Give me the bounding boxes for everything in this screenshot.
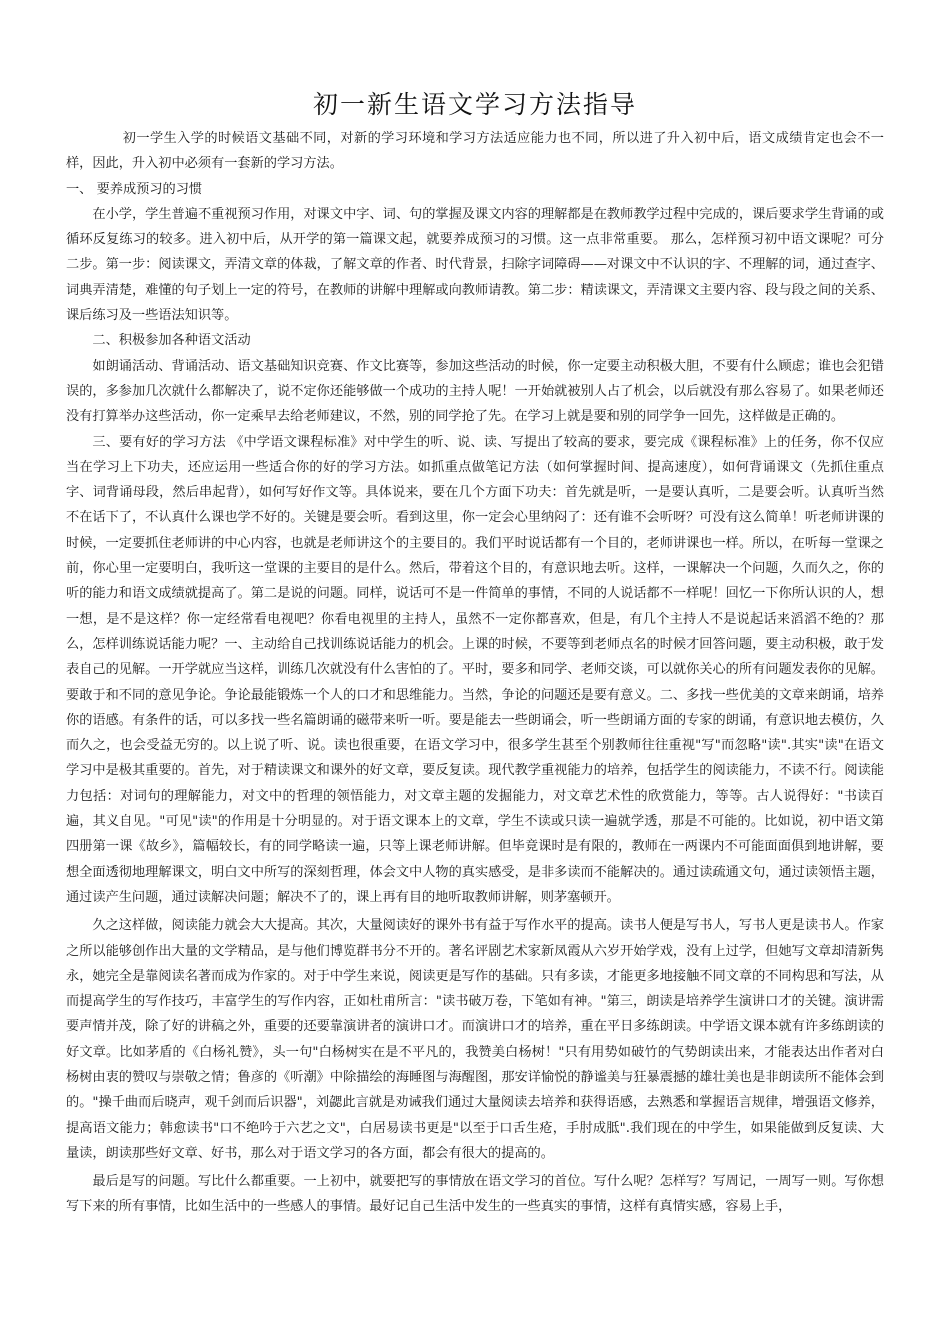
document-body	[66, 126, 884, 1220]
section-1-paragraph: 在小学，学生普遍不重视预习作用，对课文中字、词、句的掌握及课文内容的理解都是在教师教学过程中完成的，课后要求学生背诵的或循环反复练习的较多。进入初中后，从开学的第一篇课文起，就要养成预习的习惯。这一点非常重要。 那么，怎样预习初中语文课呢？可分二步。第一步：阅读课文，弄清文章的体裁，了解文章的作者、时代背景，扫除字词障碍——对课文中不认识的字、不理解的词，通过查字、词典弄清楚，难懂的句子划上一定的符号，在教师的讲解中理解或向教师请教。第二步：精读课文，弄清课文主要内容、段与段之间的关系、课后练习及一些语法知识等。	[66, 206, 884, 324]
section-3-paragraph: 三、要有好的学习方法 《中学语文课程标准》对中学生的听、说、读、写提出了较高的要求，要完成《课程标准》上的任务，你不仅应当在学习上下功夫，还应运用一些适合你的好的学习方法。如抓重点做笔记方法（如何掌握时间、提高速度），如何背诵课文（先抓住重点字、词背诵母段，然后串起背），如何写好作文等。具体说来，要在几个方面下功夫：首先就是听，一是要认真听，二是要会听。认真听当然不在话下了，不认真什么课也学不好的。关键是要会听。看到这里，你一定会心里纳闷了：还有谁不会听呀？可没有这么简单！听老师讲课的时候，一定要抓住老师讲的中心内容，也就是老师讲这个的主要目的。我们平时说话都有一个目的，老师讲课也一样。所以，在听每一堂课之前，你心里一定要明白，我听这一堂课的主要目的是什么。然后，带着这个目的，有意识地去听。这样，一课解决一个问题，久而久之，你的听的能力和语文成绩就提高了。第二是说的问题。同样，说话可不是一件简单的事情，不同的人说话都不一样呢！回忆一下你所认识的人，想一想，是不是这样？你一定经常看电视吧？你看电视里的主持人，虽然不一定你都喜欢，但是，有几个主持人不是说起话来滔滔不绝的？那么，怎样训练说话能力呢？一、主动给自己找训练说话能力的机会。上课的时候，不要等到老师点名的时候才回答问题，要主动积极，敢于发表自己的见解。一开学就应当这样，训练几次就没有什么害怕的了。平时，要多和同学、老师交谈，可以就你关心的所有问题发表你的见解。要敢于和不同的意见争论。争论最能锻炼一个人的口才和思维能力。当然，争论的问题还是要有意义。二、多找一些优美的文章来朗诵，培养你的语感。有条件的话，可以多找一些名篇朗诵的磁带来听一听。要是能去一些朗诵会，听一些朗诵方面的专家的朗诵，有意识地去模仿，久而久之，也会受益无穷的。以上说了听、说。读也很重要，在语文学习中，很多学生甚至个别教师往往重视"写"而忽略"读".其实"读"在语文学习中是极其重要的。首先，对于精读课文和课外的好文章，要反复读。现代教学重视能力的培养，包括学生的阅读能力，不读不行。阅读能力包括：对词句的理解能力，对文中的哲理的领悟能力，对文章主题的发掘能力，对文章艺术性的欣赏能力，等等。古人说得好："书读百遍，其义自见。"可见"读"的作用是十分明显的。对于语文课本上的文章，学生不读或只读一遍就学透，那是不可能的。比如说，初中语文第四册第一课《故乡》，篇幅较长，有的同学略读一遍，只等上课老师讲解。但毕竟课时是有限的，教师在一两课内不可能面面俱到地讲解，要想全面透彻地理解课文，明白文中所写的深刻哲理，体会文中人物的真实感受，是非多读而不能解决的。通过读疏通文句，通过读领悟主题，通过读产生问题，通过读解决问题；解决不了的，课上再有目的地听取教师讲解，则茅塞顿开。	[66, 434, 884, 905]
section-heading-2: 二、积极参加各种语文活动	[92, 333, 251, 349]
reading-paragraph: 久之这样做，阅读能力就会大大提高。其次，大量阅读好的课外书有益于写作水平的提高。读书人便是写书人，写书人更是读书人。作家之所以能够创作出大量的文学精品，是与他们博览群书分不开的。著名评剧艺术家新凤霞从六岁开始学戏，没有上过学，但她写文章却清新隽永，她完全是靠阅读名著而成为作家的。对于中学生来说，阅读更是写作的基础。只有多读，才能更多地接触不同文章的不同构思和写法，从而提高学生的写作技巧，丰富学生的写作内容，正如杜甫所言："读书破万卷，下笔如有神。"第三，朗读是培养学生演讲口才的关键。演讲需要声情并茂，除了好的讲稿之外，重要的还要靠演讲者的演讲口才。而演讲口才的培养，重在平日多练朗读。中学语文课本就有许多练朗读的好文章。比如茅盾的《白杨礼赞》，头一句"白杨树实在是不平凡的，我赞美白杨树！"只有用势如破竹的气势朗读出来，才能表达出作者对白杨树由衷的赞叹与崇敬之情；鲁彦的《听潮》中除描绘的海睡图与海醒图，那安详愉悦的静谧美与狂暴震撼的雄壮美也是非朗读所不能体会到的。"操千曲而后晓声，观千剑而后识器"，刘勰此言就是劝诫我们通过大量阅读去培养和获得语感，去熟悉和掌握语言规律，增强语文修养，提高语文能力；韩愈读书"口不绝吟于六艺之文"，白居易读书更是"以至于口舌生疮，手肘成胝".我们现在的中学生，如果能做到反复读、大量读，朗读那些好文章、好书，那么对于语文学习的各方面，都会有很大的提高的。	[66, 918, 884, 1161]
writing-paragraph: 最后是写的问题。写比什么都重要。一上初中，就要把写的事情放在语文学习的首位。写什么呢？怎样写？写周记，一周写一则。写你想写下来的所有事情，比如生活中的一些感人的事情。最好记自己生活中发生的一些真实的事情，这样有真情实感，容易上手，	[66, 1174, 884, 1215]
section-heading-1: 一、 要养成预习的习惯	[66, 181, 203, 197]
document-title: 初一新生语文学习方法指导	[312, 90, 637, 119]
section-2-paragraph: 如朗诵活动、背诵活动、语文基础知识竞赛、作文比赛等，参加这些活动的时候，你一定要主动积极大胆，不要有什么顾虑；谁也会犯错误的，多参加几次就什么都解决了，说不定你还能够做一个成功的主持人呢！一开始就被别人占了机会，以后就没有那么容易了。如果老师还没有打算举办这些活动，你一定乘早去给老师建议，不然，别的同学抢了先。在学习上就是要和别的同学争一回先，这样做是正确的。	[66, 358, 884, 425]
intro-paragraph: 初一学生入学的时候语文基础不同，对新的学习环境和学习方法适应能力也不同，所以进了升入初中后，语文成绩肯定也会不一样，因此，升入初中必须有一套新的学习方法。	[66, 131, 884, 172]
